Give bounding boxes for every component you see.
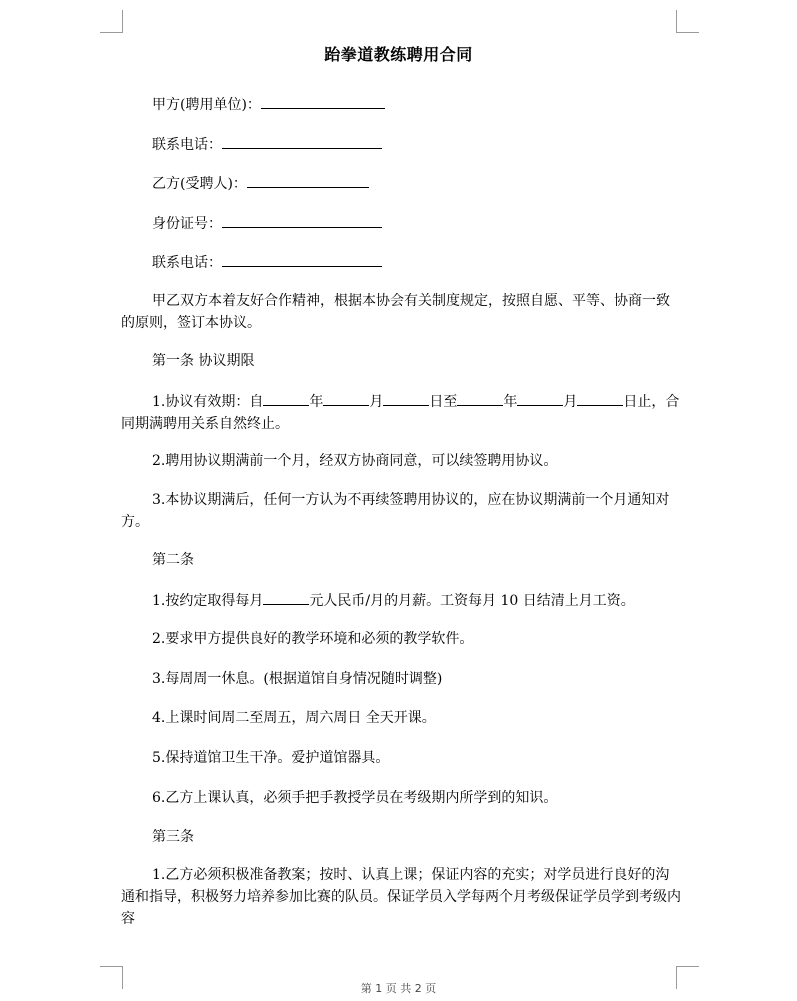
article-1-heading: 第一条 协议期限 (152, 353, 255, 369)
clause-1-suffix: 日止，合同期满聘用关系自然终止。 (121, 394, 680, 432)
article-2-clause-3: 3.每周周一休息。(根据道馆自身情况随时调整) (152, 671, 443, 687)
article-2-heading: 第二条 (152, 552, 194, 568)
party-a-line (121, 93, 681, 116)
salary-suffix: 元人民币/月的月薪。工资每月 10 日结清上月工资。 (309, 593, 635, 609)
year-label: 年 (503, 394, 518, 410)
article-1-clause-1 (121, 390, 681, 435)
party-b-label: 乙方(受聘人)： (152, 176, 247, 192)
article-2-clause-5: 5.保持道馆卫生干净。爱护道馆器具。 (152, 750, 390, 766)
article-2-clause-1 (121, 589, 681, 612)
end-day-blank[interactable] (577, 390, 623, 406)
phone-a-line (121, 133, 681, 156)
phone-b-blank[interactable] (222, 251, 382, 267)
article-2-clause-4: 4.上课时间周二至周五，周六周日 全天开课。 (152, 710, 436, 726)
salary-prefix: 1.按约定取得每月 (152, 593, 264, 609)
page-number-footer: 第 1 页 共 2 页 (360, 982, 437, 995)
salary-blank[interactable] (263, 589, 309, 605)
article-2-clause-2: 2.要求甲方提供良好的教学环境和必须的教学软件。 (152, 631, 474, 647)
party-b-line (121, 172, 681, 195)
start-month-blank[interactable] (323, 390, 369, 406)
party-a-label: 甲方(聘用单位)： (152, 97, 261, 113)
intro-paragraph: 甲乙双方本着友好合作精神，根据本协会有关制度规定，按照自愿、平等、协商一致的原则，签订本协议。 (121, 293, 670, 331)
id-number-line (121, 212, 681, 235)
document-title: 跆拳道教练聘用合同 (324, 45, 473, 64)
article-1-clause-2: 2.聘用协议期满前一个月，经双方协商同意，可以续签聘用协议。 (152, 453, 558, 469)
phone-a-blank[interactable] (222, 133, 382, 149)
margin-corner-mark (676, 10, 699, 33)
phone-a-label: 联系电话： (152, 137, 222, 153)
end-year-blank[interactable] (457, 390, 503, 406)
day-to-label: 日至 (429, 394, 458, 410)
party-a-blank[interactable] (261, 93, 385, 109)
clause-1-prefix: 1.协议有效期：自 (152, 394, 264, 410)
phone-b-line (121, 251, 681, 274)
margin-corner-mark (100, 10, 123, 33)
start-year-blank[interactable] (263, 390, 309, 406)
start-day-blank[interactable] (383, 390, 429, 406)
id-number-label: 身份证号： (152, 216, 222, 232)
year-label: 年 (309, 394, 324, 410)
end-month-blank[interactable] (517, 390, 563, 406)
article-3-clause-1: 1.乙方必须积极准备教案；按时、认真上课；保证内容的充实；对学员进行良好的沟通和指导，积极努力培养参加比赛的队员。保证学员入学每两个月考级保证学员学到考级内容 (121, 867, 681, 927)
month-label: 月 (563, 394, 578, 410)
party-b-blank[interactable] (247, 172, 369, 188)
article-3-heading: 第三条 (152, 829, 194, 845)
article-1-clause-3: 3.本协议期满后，任何一方认为不再续签聘用协议的，应在协议期满前一个月通知对方。 (121, 492, 670, 530)
id-number-blank[interactable] (222, 212, 382, 228)
article-2-clause-6: 6.乙方上课认真，必须手把手教授学员在考级期内所学到的知识。 (152, 790, 558, 806)
phone-b-label: 联系电话： (152, 255, 222, 271)
month-label: 月 (369, 394, 384, 410)
